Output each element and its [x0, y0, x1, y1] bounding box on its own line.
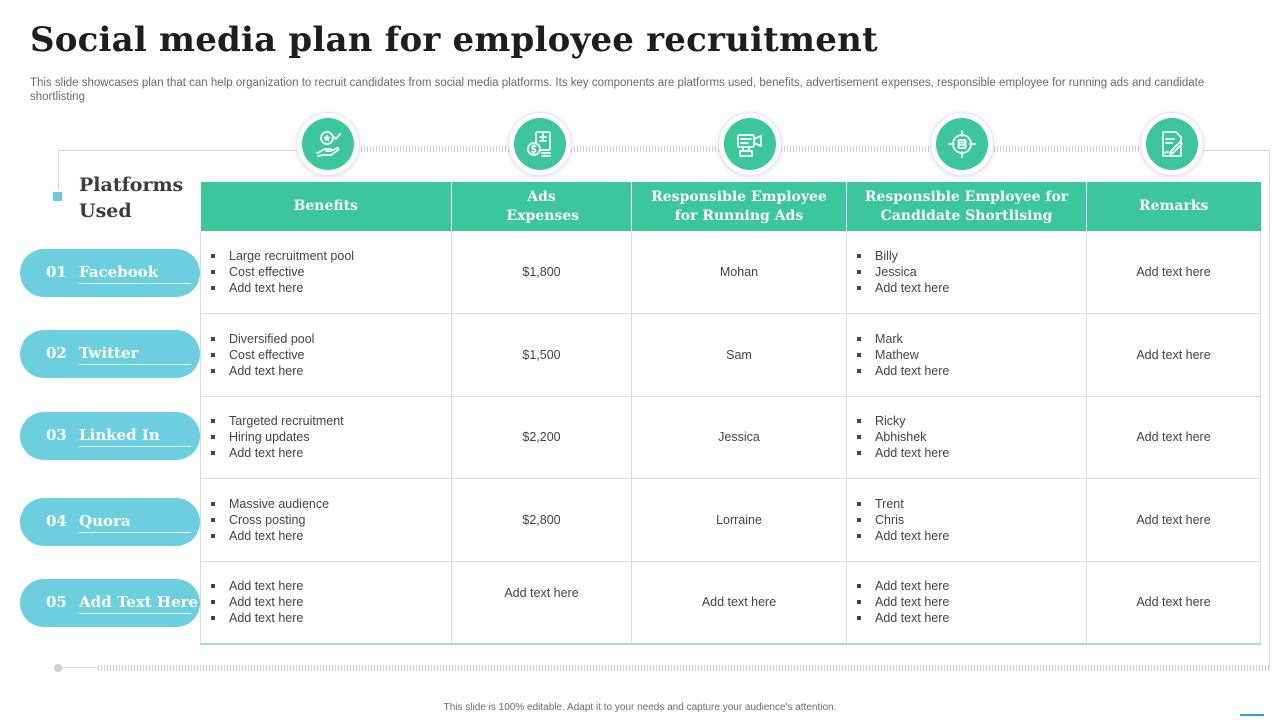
ads-employee-cell: Jessica [632, 396, 847, 479]
list-item: Massive audience [229, 496, 451, 512]
plan-table [200, 182, 1261, 645]
platform-pill-linkedin [20, 412, 200, 460]
expense-cell: $1,500 [452, 314, 632, 397]
list-item: Add text here [875, 445, 1086, 461]
column-header: Responsible Employee for Running Ads [632, 182, 847, 231]
frame-line [58, 150, 59, 190]
column-header: Benefits [201, 182, 452, 231]
platform-name: Add Text Here [79, 593, 199, 611]
list-item: Billy [875, 248, 1086, 264]
ads-employee-cell: Mohan [632, 231, 847, 314]
list-item: Cost effective [229, 264, 451, 280]
platform-pill-quora [20, 498, 200, 546]
list-item: Add text here [875, 528, 1086, 544]
shortlist-cell [847, 314, 1087, 397]
shortlist-cell [847, 231, 1087, 314]
platform-number: 03 [46, 426, 67, 444]
frame-line [1269, 150, 1270, 668]
platform-name: Twitter [79, 344, 139, 362]
table-header-row [201, 182, 1261, 231]
platform-pill-facebook [20, 249, 200, 297]
expense-cell: $2,200 [452, 396, 632, 479]
platform-pill-twitter [20, 330, 200, 378]
remarks-cell: Add text here [1087, 231, 1261, 314]
list-item: Add text here [229, 528, 451, 544]
section-label: Platforms Used [79, 174, 184, 222]
page-subtitle: This slide showcases plan that can help organization to recruit candidates from social media platforms. Its key components are platforms used, benefits, advertisement expenses, responsible employee for running ads and candidate shortlisting [30, 77, 1205, 103]
video-presentation-icon [718, 112, 782, 176]
remarks-cell: Add text here [1087, 479, 1261, 562]
frame-dot [54, 664, 62, 672]
list-item: Mark [875, 331, 1086, 347]
expense-cell: Add text here [452, 561, 632, 644]
frame-line [58, 667, 98, 668]
footer-note: This slide is 100% editable. Adapt it to your needs and capture your audience's attention. [443, 702, 837, 713]
pill-underline [79, 532, 191, 533]
pill-underline [79, 446, 191, 447]
ads-employee-cell: Sam [632, 314, 847, 397]
list-item: Large recruitment pool [229, 248, 451, 264]
pill-underline [79, 283, 191, 284]
platform-number: 02 [46, 344, 67, 362]
list-item: Add text here [229, 578, 451, 594]
section-marker [53, 192, 62, 201]
corner-mark [1240, 714, 1264, 716]
benefits-cell [201, 479, 452, 562]
platform-number: 01 [46, 263, 67, 281]
benefits-cell [201, 314, 452, 397]
document-signature-icon [1140, 112, 1204, 176]
remarks-cell: Add text here [1087, 396, 1261, 479]
list-item: Diversified pool [229, 331, 451, 347]
list-item: Cost effective [229, 347, 451, 363]
platform-pill-add-text [20, 579, 200, 627]
platform-name: Linked In [79, 426, 160, 444]
column-header: Responsible Employee for Candidate Shortlising [847, 182, 1087, 231]
list-item: Add text here [875, 578, 1086, 594]
column-header: Ads Expenses [452, 182, 632, 231]
list-item: Cross posting [229, 512, 451, 528]
platform-number: 04 [46, 512, 67, 530]
list-item: Add text here [229, 610, 451, 626]
list-item: Chris [875, 512, 1086, 528]
list-item: Add text here [875, 610, 1086, 626]
table-row [201, 479, 1261, 562]
list-item: Abhishek [875, 429, 1086, 445]
table-row [201, 231, 1261, 314]
list-item: Hiring updates [229, 429, 451, 445]
list-item: Add text here [229, 280, 451, 296]
table-row [201, 561, 1261, 644]
pill-underline [79, 613, 191, 614]
frame-line [58, 150, 300, 151]
remarks-cell: Add text here [1087, 561, 1261, 644]
list-item: Add text here [875, 363, 1086, 379]
list-item: Mathew [875, 347, 1086, 363]
platform-name: Quora [79, 512, 131, 530]
list-item: Add text here [229, 363, 451, 379]
list-item: Ricky [875, 413, 1086, 429]
table-row [201, 396, 1261, 479]
expense-cell: $1,800 [452, 231, 632, 314]
shortlist-cell [847, 396, 1087, 479]
money-document-icon [508, 112, 572, 176]
platform-number: 05 [46, 593, 67, 611]
benefits-cell [201, 561, 452, 644]
pill-underline [79, 364, 191, 365]
benefits-cell [201, 231, 452, 314]
list-item: Add text here [229, 594, 451, 610]
frame-line [1200, 150, 1270, 151]
list-item: Targeted recruitment [229, 413, 451, 429]
ads-employee-cell: Add text here [632, 561, 847, 644]
expense-cell: $2,800 [452, 479, 632, 562]
frame-dotted-line [98, 665, 1270, 671]
benefits-cell [201, 396, 452, 479]
remarks-cell: Add text here [1087, 314, 1261, 397]
list-item: Add text here [229, 445, 451, 461]
ads-employee-cell: Lorraine [632, 479, 847, 562]
list-item: Trent [875, 496, 1086, 512]
list-item: Add text here [875, 594, 1086, 610]
column-header: Remarks [1087, 182, 1261, 231]
hand-star-check-icon [296, 112, 360, 176]
shortlist-cell [847, 561, 1087, 644]
platform-name: Facebook [79, 263, 159, 281]
list-item: Jessica [875, 264, 1086, 280]
shortlist-cell [847, 479, 1087, 562]
target-document-icon [930, 112, 994, 176]
table-row [201, 314, 1261, 397]
page-title: Social media plan for employee recruitment [30, 20, 878, 60]
list-item: Add text here [875, 280, 1086, 296]
